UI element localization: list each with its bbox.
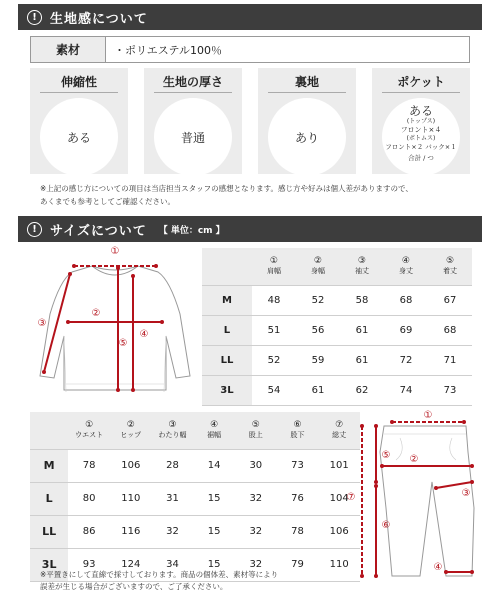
table-cell: 78 — [68, 449, 110, 482]
header-thigh: ③ わたり幅 — [152, 412, 194, 449]
table-cell: 93 — [68, 548, 110, 581]
card-value: 普通 — [154, 98, 232, 176]
table-cell: 15 — [193, 482, 235, 515]
tops-label-5: ⑤ — [118, 338, 128, 349]
pocket-card — [372, 68, 470, 174]
table-header-row — [30, 412, 360, 449]
bottoms-label-5: ⑤ — [381, 450, 391, 461]
bottoms-label-4: ④ — [433, 562, 443, 573]
tops-label-4: ④ — [139, 329, 149, 340]
table-row — [30, 515, 360, 548]
table-cell: 67 — [428, 285, 472, 315]
unit-label: 【 単位：cm 】 — [158, 225, 225, 236]
table-cell: 110 — [110, 482, 152, 515]
table-cell: 32 — [152, 515, 194, 548]
table-cell: 71 — [428, 345, 472, 375]
table-cell: 106 — [318, 515, 360, 548]
corner-cell — [30, 412, 68, 449]
bottoms-size-table — [30, 412, 360, 582]
card-value: ある — [40, 98, 118, 176]
card-title: ポケット — [397, 75, 445, 89]
tops-label-2: ② — [91, 308, 101, 319]
note-line: あくまでも参考としてご確認ください。 — [40, 197, 175, 206]
bottoms-label-3: ③ — [461, 488, 471, 499]
table-cell: 116 — [110, 515, 152, 548]
table-cell: 32 — [235, 515, 277, 548]
header-total-length: ⑤ 着丈 — [428, 248, 472, 285]
table-cell: 14 — [193, 449, 235, 482]
divider — [382, 92, 460, 93]
size-label: L — [202, 315, 252, 345]
table-cell: 30 — [235, 449, 277, 482]
pocket-tops-value: フロント×４ — [400, 126, 442, 134]
table-cell: 62 — [340, 375, 384, 405]
pocket-bottoms-label: (ボトムス) — [406, 135, 436, 142]
table-row — [202, 315, 472, 345]
table-cell: 73 — [277, 449, 319, 482]
size-label: LL — [202, 345, 252, 375]
pocket-circle — [382, 98, 460, 176]
table-cell: 106 — [110, 449, 152, 482]
card-title: 伸縮性 — [60, 75, 97, 89]
table-cell: 54 — [252, 375, 296, 405]
table-cell: 31 — [152, 482, 194, 515]
table-row — [202, 345, 472, 375]
header-body-length: ④ 身丈 — [384, 248, 428, 285]
divider — [268, 92, 346, 93]
section-title: 生地感について — [50, 11, 148, 27]
table-cell: 68 — [384, 285, 428, 315]
fabric-note — [40, 182, 470, 208]
table-cell: 76 — [277, 482, 319, 515]
note-line: 誤差が生じる場合がございますので、ご了承ください。 — [40, 582, 228, 591]
table-cell: 61 — [340, 315, 384, 345]
table-cell: 32 — [235, 548, 277, 581]
divider — [40, 92, 118, 93]
material-label: 素材 — [31, 37, 106, 62]
pocket-tops-label: (トップス) — [406, 118, 436, 125]
table-row — [202, 285, 472, 315]
table-cell: 59 — [296, 345, 340, 375]
table-cell: 15 — [193, 515, 235, 548]
bottoms-label-6: ⑥ — [381, 520, 391, 531]
size-label: L — [30, 482, 68, 515]
fabric-section-header — [18, 4, 482, 30]
table-cell: 86 — [68, 515, 110, 548]
table-cell: 28 — [152, 449, 194, 482]
table-cell: 58 — [340, 285, 384, 315]
table-cell: 72 — [384, 345, 428, 375]
table-cell: 78 — [277, 515, 319, 548]
size-note — [40, 569, 340, 593]
table-cell: 104 — [318, 482, 360, 515]
card-title: 裏地 — [294, 75, 319, 89]
table-cell: 52 — [296, 285, 340, 315]
table-cell: 73 — [428, 375, 472, 405]
size-label: M — [202, 285, 252, 315]
size-label: M — [30, 449, 68, 482]
exclamation-icon: ! — [27, 222, 42, 237]
header-hem: ④ 裾幅 — [193, 412, 235, 449]
bottoms-label-2: ② — [409, 454, 419, 465]
table-cell: 124 — [110, 548, 152, 581]
shirt-outline — [37, 266, 190, 390]
material-row — [30, 36, 470, 63]
pocket-total: 合計 / つ — [408, 154, 434, 162]
lining-card — [258, 68, 356, 174]
tops-diagram — [30, 244, 200, 406]
table-cell: 74 — [384, 375, 428, 405]
card-title: 生地の厚さ — [162, 75, 223, 89]
table-cell: 80 — [68, 482, 110, 515]
table-cell: 61 — [296, 375, 340, 405]
material-value: ・ポリエステル100％ — [114, 43, 223, 57]
header-shoulder: ① 肩幅 — [252, 248, 296, 285]
thickness-card — [144, 68, 242, 174]
stretch-card — [30, 68, 128, 174]
table-cell: 110 — [318, 548, 360, 581]
table-header-row — [202, 248, 472, 285]
size-label: LL — [30, 515, 68, 548]
divider — [154, 92, 232, 93]
table-cell: 56 — [296, 315, 340, 345]
table-cell: 51 — [252, 315, 296, 345]
table-cell: 34 — [152, 548, 194, 581]
note-line: ※平置きにして直線で採寸しております。商品の個体差、素材等により — [40, 570, 279, 579]
header-rise: ⑤ 股上 — [235, 412, 277, 449]
card-value: あり — [268, 98, 346, 176]
bottoms-label-1: ① — [423, 410, 433, 421]
tops-size-table — [202, 248, 472, 406]
header-waist: ① ウエスト — [68, 412, 110, 449]
table-row — [202, 375, 472, 405]
header-hip: ② ヒップ — [110, 412, 152, 449]
bottoms-label-7: ⑦ — [346, 492, 356, 503]
table-cell: 32 — [235, 482, 277, 515]
table-row — [30, 449, 360, 482]
size-label: 3L — [202, 375, 252, 405]
table-cell: 15 — [193, 548, 235, 581]
header-inseam: ⑥ 股下 — [277, 412, 319, 449]
header-chest: ② 身幅 — [296, 248, 340, 285]
table-cell: 52 — [252, 345, 296, 375]
table-cell: 79 — [277, 548, 319, 581]
exclamation-icon: ! — [27, 10, 42, 25]
table-cell: 101 — [318, 449, 360, 482]
section-title: サイズについて — [50, 223, 147, 239]
pants-outline — [380, 426, 474, 576]
pocket-bottoms-value: フロント×２ バック×１ — [385, 143, 457, 151]
tops-label-1: ① — [110, 246, 120, 257]
table-cell: 68 — [428, 315, 472, 345]
corner-cell — [202, 248, 252, 285]
size-label: 3L — [30, 548, 68, 581]
table-cell: 69 — [384, 315, 428, 345]
size-section-header — [18, 216, 482, 242]
pants-diagram — [340, 408, 490, 594]
tops-label-3: ③ — [37, 318, 47, 329]
table-cell: 48 — [252, 285, 296, 315]
table-row — [30, 482, 360, 515]
note-line: ※上記の感じ方についての項目は当店担当スタッフの感想となります。感じ方や好みは個人差がありますので、 — [40, 184, 413, 193]
card-value: ある — [408, 104, 433, 118]
table-cell: 61 — [340, 345, 384, 375]
header-total-length: ⑦ 総丈 — [318, 412, 360, 449]
header-sleeve: ③ 袖丈 — [340, 248, 384, 285]
